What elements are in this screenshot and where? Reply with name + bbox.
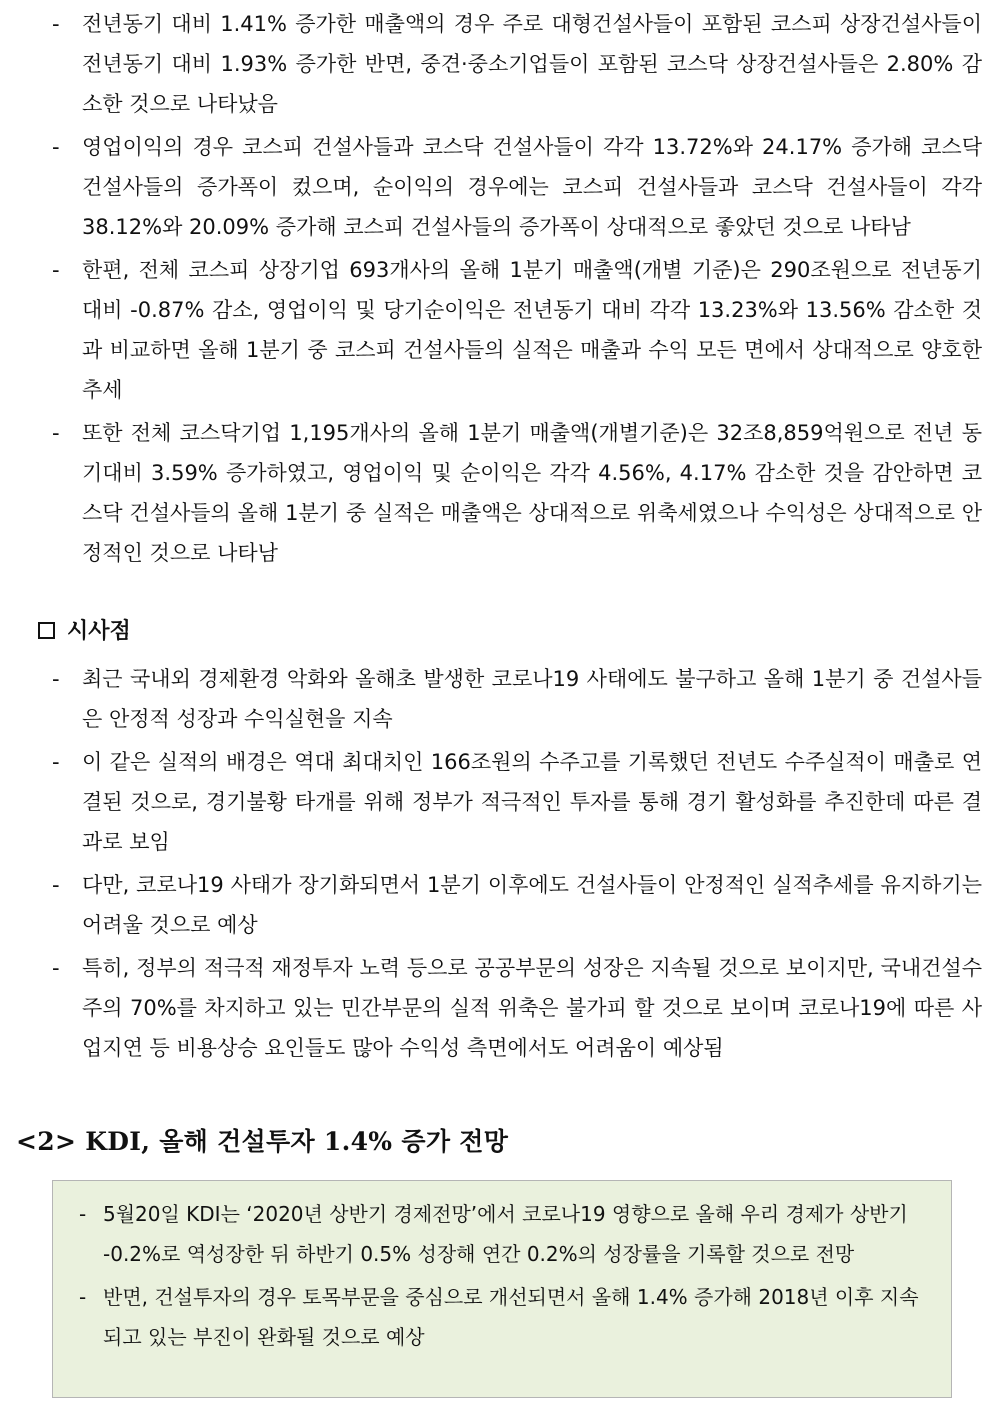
bullet-kospi-overall [0, 250, 1000, 410]
checkbox-icon [38, 622, 55, 639]
bullet-text: 전년동기 대비 1.41% 증가한 매출액의 경우 주로 대형건설사들이 포함된 코스피 상장건설사들이 전년동기 대비 1.93% 증가한 반면, 중견·중소기업들이 포함된 코스닥 상장건설사들은 2.80% 감소한 것으로 나타났음 [82, 12, 982, 116]
summary-box [52, 1180, 952, 1398]
bullet-dash: - [52, 667, 60, 691]
bullet-operating-profit [0, 127, 1000, 247]
bullet-text: 한편, 전체 코스피 상장기업 693개사의 올해 1분기 매출액(개별 기준)은 290조원으로 전년동기 대비 -0.87% 감소, 영업이익 및 당기순이익은 전년동기 대비 각각 13.23%와 13.56% 감소한 것과 비교하면 올해 1분기 중 코스피 건설사들의 실적은 매출과 수익 모든 면에서 상대적으로 양호한 추세 [82, 258, 982, 402]
bullet-dash: - [52, 873, 60, 897]
bullet-dash: - [79, 1285, 87, 1309]
bullet-growth-continued [0, 659, 1000, 739]
bullet-dash: - [52, 421, 60, 445]
bullet-text: 최근 국내외 경제환경 악화와 올해초 발생한 코로나19 사태에도 불구하고 올해 1분기 중 건설사들은 안정적 성장과 수익실현을 지속 [82, 667, 982, 731]
bullet-dash: - [52, 12, 60, 36]
bullet-text: 반면, 건설투자의 경우 토목부문을 중심으로 개선되면서 올해 1.4% 증가해 2018년 이후 지속되고 있는 부진이 완화될 것으로 예상 [103, 1285, 919, 1349]
bullet-private-sector [0, 948, 1000, 1068]
bullet-dash: - [52, 956, 60, 980]
implications-bullet-list [0, 659, 1000, 1071]
bullet-covid-outlook [0, 865, 1000, 945]
bullet-construction-investment [53, 1277, 953, 1357]
bullet-text: 특히, 정부의 적극적 재정투자 노력 등으로 공공부문의 성장은 지속될 것으로 보이지만, 국내건설수주의 70%를 차지하고 있는 민간부문의 실적 위축은 불가피 할 것으로 보이며 코로나19에 따른 사업지연 등 비용상승 요인들도 많아 수익성 측면에서도 어려움이 예상됨 [82, 956, 982, 1060]
bullet-dash: - [79, 1202, 87, 1226]
bullet-text: 다만, 코로나19 사태가 장기화되면서 1분기 이후에도 건설사들이 안정적인 실적추세를 유지하기는 어려울 것으로 예상 [82, 873, 982, 937]
section-heading-text: 시사점 [67, 619, 131, 644]
bullet-background [0, 742, 1000, 862]
bullet-kosdaq-overall [0, 413, 1000, 573]
summary-bullet-list [53, 1194, 953, 1360]
bullet-dash: - [52, 750, 60, 774]
bullet-text: 영업이익의 경우 코스피 건설사들과 코스닥 건설사들이 각각 13.72%와 24.17% 증가해 코스닥 건설사들의 증가폭이 컸으며, 순이익의 경우에는 코스피 건설사들과 코스닥 건설사들이 각각 38.12%와 20.09% 증가해 코스피 건설사들의 증가폭이 상대적으로 좋았던 것으로 나타남 [82, 135, 982, 239]
bullet-kdi-forecast [53, 1194, 953, 1274]
bullet-text: 또한 전체 코스닥기업 1,195개사의 올해 1분기 매출액(개별기준)은 32조8,859억원으로 전년 동기대비 3.59% 증가하였고, 영업이익 및 순이익은 각각 4.56%, 4.17% 감소한 것을 감안하면 코스닥 건설사들의 올해 1분기 중 실적은 매출액은 상대적으로 위축세였으나 수익성은 상대적으로 안정적인 것으로 나타남 [82, 421, 982, 565]
section-heading-implications [38, 612, 131, 652]
subsection-title: <2> KDI, 올해 건설투자 1.4% 증가 전망 [16, 1127, 509, 1156]
bullet-dash: - [52, 258, 60, 282]
results-bullet-list [0, 4, 1000, 576]
bullet-text: 이 같은 실적의 배경은 역대 최대치인 166조원의 수주고를 기록했던 전년도 수주실적이 매출로 연결된 것으로, 경기불황 타개를 위해 정부가 적극적인 투자를 통해 경기 활성화를 추진한데 따른 결과로 보임 [82, 750, 982, 854]
bullet-text: 5월20일 KDI는 ‘2020년 상반기 경제전망’에서 코로나19 영향으로 올해 우리 경제가 상반기 -0.2%로 역성장한 뒤 하반기 0.5% 성장해 연간 0.2%의 성장률을 기록할 것으로 전망 [103, 1202, 908, 1266]
bullet-dash: - [52, 135, 60, 159]
bullet-sales-comparison [0, 4, 1000, 124]
